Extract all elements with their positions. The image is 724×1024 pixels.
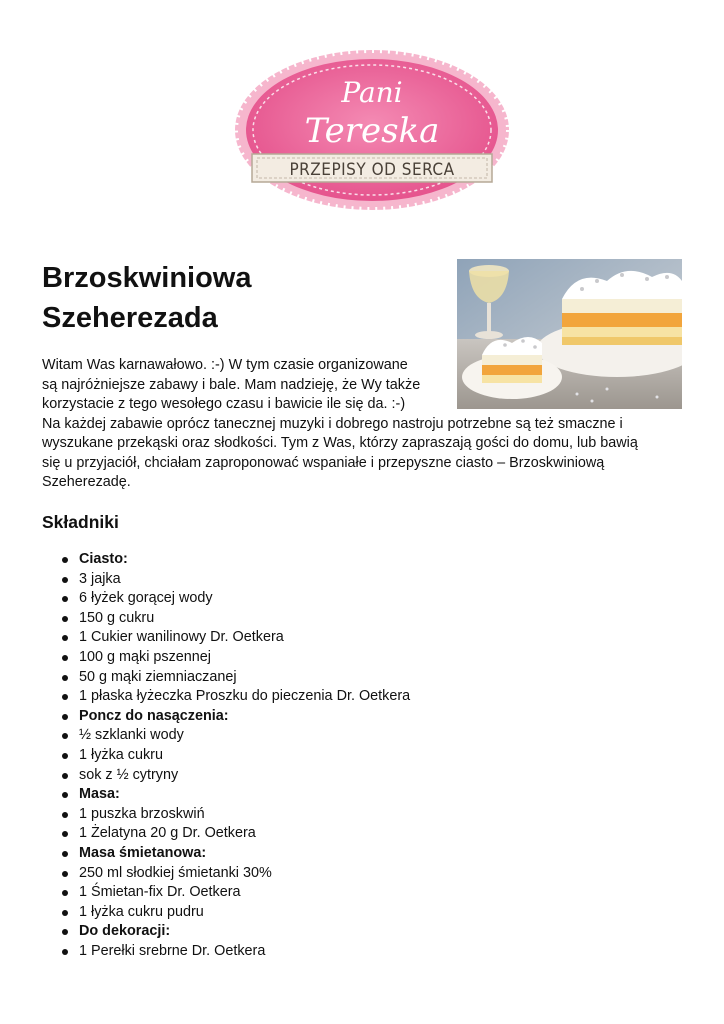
ingredient-item: 3 jajka <box>42 570 410 590</box>
intro-line: Witam Was karnawałowo. :-) W tym czasie organizowane <box>42 357 408 373</box>
ingredient-item: 150 g cukru <box>42 609 410 629</box>
ingredient-item: 1 płaska łyżeczka Proszku do pieczenia Dr. Oetkera <box>42 687 410 707</box>
ingredient-item: 1 puszka brzoskwiń <box>42 805 410 825</box>
title-line-2: Szeherezada <box>42 302 218 334</box>
intro-paragraph <box>42 356 682 493</box>
intro-line: wyszukane przekąski oraz słodkości. Tym z Was, którzy zapraszają gości do domu, lub bawią <box>42 435 638 451</box>
ingredient-item: sok z ½ cytryny <box>42 766 410 786</box>
intro-line: się u przyjaciół, chciałam zaproponować wspaniałe i przepyszne ciasto – Brzoskwiniową <box>42 454 605 471</box>
logo-graphic <box>232 50 512 218</box>
ingredient-item: 50 g mąki ziemniaczanej <box>42 668 410 688</box>
ingredient-section-header: Ciasto: <box>42 550 410 570</box>
ingredient-section-header: Masa: <box>42 785 410 805</box>
intro-line: są najróżniejsze zabawy i bale. Mam nadzieję, że Wy także <box>42 376 421 393</box>
intro-line: korzystacie z tego wesołego czasu i bawicie ile się da. :-) <box>42 396 406 412</box>
ingredient-section-header: Do dekoracji: <box>42 922 410 942</box>
title-line-1: Brzoskwiniowa <box>42 262 252 294</box>
page-title <box>42 258 362 338</box>
intro-line: Na każdej zabawie oprócz tanecznej muzyki i dobrego nastroju potrzebne są też smaczne i <box>42 415 623 432</box>
logo-line2: Tereska <box>304 111 440 151</box>
ingredient-item: 1 łyżka cukru <box>42 746 410 766</box>
ingredient-section-header: Masa śmietanowa: <box>42 844 410 864</box>
ingredients-list <box>42 550 410 961</box>
logo-tagline: PRZEPISY OD SERCA <box>289 160 455 180</box>
ingredient-item: 1 Cukier wanilinowy Dr. Oetkera <box>42 628 410 648</box>
ingredient-item: 1 Śmietan-fix Dr. Oetkera <box>42 883 410 903</box>
ingredient-item: 1 Perełki srebrne Dr. Oetkera <box>42 942 410 962</box>
ingredients-heading: Składniki <box>42 512 119 532</box>
ingredient-item: 1 łyżka cukru pudru <box>42 903 410 923</box>
ingredient-item: 250 ml słodkiej śmietanki 30% <box>42 864 410 884</box>
ingredient-item: 6 łyżek gorącej wody <box>42 589 410 609</box>
logo-line1: Pani <box>341 76 403 109</box>
ingredient-item: ½ szklanki wody <box>42 726 410 746</box>
ingredient-section-header: Poncz do nasączenia: <box>42 707 410 727</box>
intro-line: Szeherezadę. <box>42 474 131 490</box>
ingredient-item: 100 g mąki pszennej <box>42 648 410 668</box>
ingredient-item: 1 Żelatyna 20 g Dr. Oetkera <box>42 824 410 844</box>
pani-tereska-logo[interactable] <box>232 50 512 218</box>
